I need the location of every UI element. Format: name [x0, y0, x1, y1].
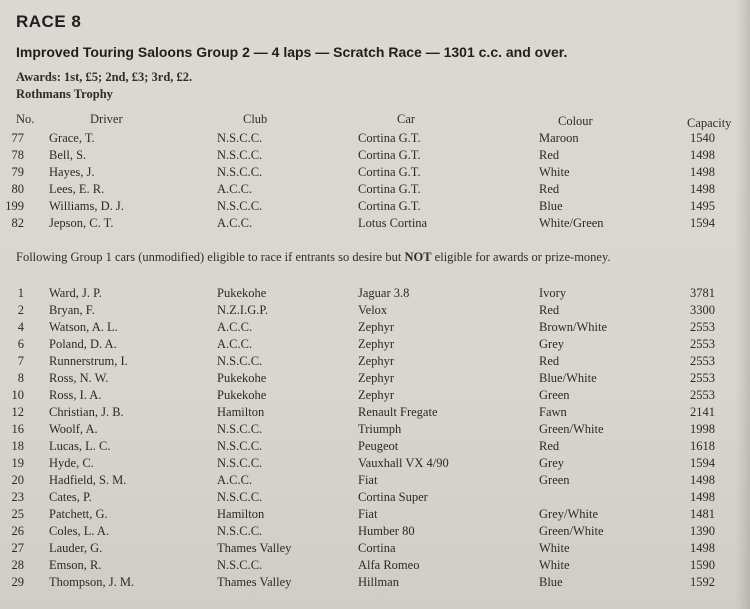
entry-no: 79 [11, 165, 24, 179]
entry-car: Fiat [358, 473, 378, 487]
entry-car: Jaguar 3.8 [358, 286, 410, 300]
entry-driver: Poland, D. A. [49, 337, 117, 351]
entry-colour: Blue/White [539, 371, 597, 385]
entry-driver: Hadfield, S. M. [49, 473, 127, 487]
entry-colour: Green/White [539, 422, 604, 436]
entry-no: 19 [11, 456, 24, 470]
entry-driver: Thompson, J. M. [49, 575, 135, 589]
entry-driver: Hyde, C. [49, 456, 94, 470]
entry-driver: Emson, R. [49, 558, 102, 572]
entry-no: 1 [17, 286, 24, 300]
awards-line: Awards: 1st, £5; 2nd, £3; 3rd, £2. [16, 70, 193, 84]
entry-car: Vauxhall VX 4/90 [358, 456, 449, 470]
entry-club: N.S.C.C. [217, 490, 263, 504]
entry-row [0, 286, 750, 303]
entry-row [0, 405, 750, 422]
entry-capacity: 2141 [690, 405, 715, 419]
entry-row [0, 216, 750, 233]
entry-no: 6 [17, 337, 24, 351]
entry-no: 12 [11, 405, 24, 419]
entry-no: 20 [11, 473, 24, 487]
entry-row [0, 371, 750, 388]
entry-car: Zephyr [358, 388, 395, 402]
entry-capacity: 1495 [690, 199, 715, 213]
entry-club: Hamilton [217, 507, 265, 521]
group1-eligibility-note [16, 249, 738, 266]
entry-club: A.C.C. [217, 320, 253, 334]
entry-driver: Ward, J. P. [49, 286, 102, 300]
entry-car: Cortina Super [358, 490, 428, 504]
entry-capacity: 2553 [690, 320, 715, 334]
entry-driver: Lees, E. R. [49, 182, 105, 196]
entry-driver: Runnerstrum, I. [49, 354, 128, 368]
entry-no: 199 [5, 199, 24, 213]
entry-no: 29 [11, 575, 24, 589]
entry-driver: Ross, N. W. [49, 371, 109, 385]
entry-club: N.S.C.C. [217, 524, 263, 538]
entry-colour: Green [539, 473, 570, 487]
header-club: Club [243, 112, 268, 126]
header-car: Car [397, 112, 416, 126]
entry-capacity: 1498 [690, 182, 715, 196]
entry-capacity: 1998 [690, 422, 715, 436]
entry-colour: Red [539, 303, 560, 317]
entry-driver: Ross, I. A. [49, 388, 102, 402]
entry-no: 77 [11, 131, 24, 145]
entry-capacity: 2553 [690, 354, 715, 368]
entry-capacity: 2553 [690, 337, 715, 351]
entry-colour: Grey [539, 337, 564, 351]
entry-row [0, 473, 750, 490]
entry-row [0, 507, 750, 524]
entry-car: Zephyr [358, 371, 395, 385]
entry-driver: Woolf, A. [49, 422, 98, 436]
entry-capacity: 3781 [690, 286, 715, 300]
entry-colour: Red [539, 148, 560, 162]
entry-driver: Bryan, F. [49, 303, 95, 317]
header-capacity: Capacity [687, 116, 732, 130]
entry-driver: Williams, D. J. [49, 199, 124, 213]
entry-colour: White/Green [539, 216, 604, 230]
entry-row [0, 165, 750, 182]
entry-driver: Christian, J. B. [49, 405, 124, 419]
entry-no: 78 [11, 148, 24, 162]
entry-capacity: 1498 [690, 165, 715, 179]
entry-capacity: 1594 [690, 216, 715, 230]
entry-row [0, 456, 750, 473]
entry-car: Humber 80 [358, 524, 415, 538]
entry-colour: Red [539, 354, 560, 368]
entry-club: A.C.C. [217, 473, 253, 487]
entry-no: 16 [11, 422, 24, 436]
entry-colour: White [539, 558, 570, 572]
entry-car: Cortina G.T. [358, 182, 421, 196]
entry-row [0, 524, 750, 541]
entry-car: Cortina G.T. [358, 199, 421, 213]
trophy-line: Rothmans Trophy [16, 87, 113, 101]
entry-club: N.S.C.C. [217, 199, 263, 213]
header-colour: Colour [558, 114, 593, 128]
entry-driver: Grace, T. [49, 131, 95, 145]
entry-row [0, 199, 750, 216]
entry-car: Peugeot [358, 439, 399, 453]
header-no: No. [16, 112, 35, 126]
entry-capacity: 1498 [690, 541, 715, 555]
entry-row [0, 490, 750, 507]
entry-row [0, 558, 750, 575]
entry-car: Cortina G.T. [358, 131, 421, 145]
entry-club: N.S.C.C. [217, 456, 263, 470]
entry-colour: Green/White [539, 524, 604, 538]
entry-row [0, 575, 750, 592]
entry-colour: Ivory [539, 286, 567, 300]
entry-colour: Grey/White [539, 507, 599, 521]
entry-driver: Watson, A. L. [49, 320, 118, 334]
entry-colour: Grey [539, 456, 564, 470]
entry-car: Fiat [358, 507, 378, 521]
entry-capacity: 2553 [690, 388, 715, 402]
entry-club: N.S.C.C. [217, 148, 263, 162]
page-edge-shadow [736, 0, 750, 609]
entry-car: Cortina [358, 541, 396, 555]
entry-car: Zephyr [358, 354, 395, 368]
entry-no: 8 [17, 371, 24, 385]
entry-colour: Maroon [539, 131, 579, 145]
entry-no: 27 [11, 541, 24, 555]
entry-capacity: 1540 [690, 131, 715, 145]
entry-capacity: 1390 [690, 524, 715, 538]
entry-row [0, 388, 750, 405]
entry-colour: Red [539, 439, 560, 453]
entry-club: Thames Valley [217, 575, 292, 589]
entry-club: Pukekohe [217, 371, 267, 385]
entry-capacity: 1481 [690, 507, 715, 521]
entry-no: 25 [11, 507, 24, 521]
entry-driver: Lucas, L. C. [49, 439, 111, 453]
entry-driver: Jepson, C. T. [49, 216, 114, 230]
entry-car: Zephyr [358, 337, 395, 351]
race-subtitle: Improved Touring Saloons Group 2 — 4 laps — Scratch Race — 1301 c.c. and over. [16, 44, 568, 60]
entry-no: 7 [17, 354, 24, 368]
entry-club: Pukekohe [217, 286, 267, 300]
entry-car: Triumph [358, 422, 402, 436]
note-text-after: eligible for awards or prize-money. [431, 250, 611, 264]
entry-no: 28 [11, 558, 24, 572]
entry-row [0, 439, 750, 456]
note-text-before: Following Group 1 cars (unmodified) eligible to race if entrants so desire but [16, 250, 405, 264]
entry-row [0, 148, 750, 165]
entry-capacity: 1590 [690, 558, 715, 572]
entry-colour: White [539, 165, 570, 179]
entry-row [0, 320, 750, 337]
entry-club: N.S.C.C. [217, 558, 263, 572]
entry-no: 10 [11, 388, 24, 402]
entry-row [0, 541, 750, 558]
entry-car: Velox [358, 303, 388, 317]
entry-no: 26 [11, 524, 24, 538]
entry-row [0, 422, 750, 439]
entry-driver: Coles, L. A. [49, 524, 110, 538]
entry-club: A.C.C. [217, 182, 253, 196]
entry-row [0, 182, 750, 199]
entry-car: Cortina G.T. [358, 148, 421, 162]
entry-row [0, 337, 750, 354]
entry-capacity: 1618 [690, 439, 715, 453]
entry-colour: Green [539, 388, 570, 402]
entry-row [0, 354, 750, 371]
entry-club: N.S.C.C. [217, 165, 263, 179]
entry-club: Pukekohe [217, 388, 267, 402]
entry-driver: Patchett, G. [49, 507, 108, 521]
entry-car: Lotus Cortina [358, 216, 428, 230]
entry-driver: Bell, S. [49, 148, 87, 162]
entry-colour: Brown/White [539, 320, 608, 334]
entry-driver: Lauder, G. [49, 541, 103, 555]
entry-no: 23 [11, 490, 24, 504]
entry-driver: Hayes, J. [49, 165, 95, 179]
entry-club: A.C.C. [217, 337, 253, 351]
entry-no: 82 [11, 216, 24, 230]
note-emphasis: NOT [404, 250, 432, 264]
entry-club: N.S.C.C. [217, 131, 263, 145]
entry-no: 18 [11, 439, 24, 453]
entry-row [0, 131, 750, 148]
entry-colour: Fawn [539, 405, 567, 419]
entry-car: Hillman [358, 575, 399, 589]
entry-club: N.S.C.C. [217, 439, 263, 453]
entry-capacity: 1498 [690, 148, 715, 162]
entry-capacity: 2553 [690, 371, 715, 385]
race-title: RACE 8 [16, 12, 82, 31]
entry-capacity: 1498 [690, 490, 715, 504]
entry-club: Thames Valley [217, 541, 292, 555]
entry-no: 2 [17, 303, 24, 317]
header-driver: Driver [90, 112, 123, 126]
entry-no: 4 [17, 320, 24, 334]
entry-club: N.S.C.C. [217, 354, 263, 368]
entry-driver: Cates, P. [49, 490, 92, 504]
entry-colour: White [539, 541, 570, 555]
entry-car: Alfa Romeo [358, 558, 420, 572]
entry-colour: Red [539, 182, 560, 196]
entry-club: N.Z.I.G.P. [217, 303, 269, 317]
entry-colour: Blue [539, 199, 563, 213]
entry-club: Hamilton [217, 405, 265, 419]
entry-capacity: 1498 [690, 473, 715, 487]
entry-car: Renault Fregate [358, 405, 438, 419]
entry-club: A.C.C. [217, 216, 253, 230]
entry-car: Cortina G.T. [358, 165, 421, 179]
entry-capacity: 1594 [690, 456, 715, 470]
entry-no: 80 [11, 182, 24, 196]
entry-club: N.S.C.C. [217, 422, 263, 436]
entry-capacity: 1592 [690, 575, 715, 589]
entry-colour: Blue [539, 575, 563, 589]
entry-row [0, 303, 750, 320]
entry-capacity: 3300 [690, 303, 715, 317]
entry-car: Zephyr [358, 320, 395, 334]
